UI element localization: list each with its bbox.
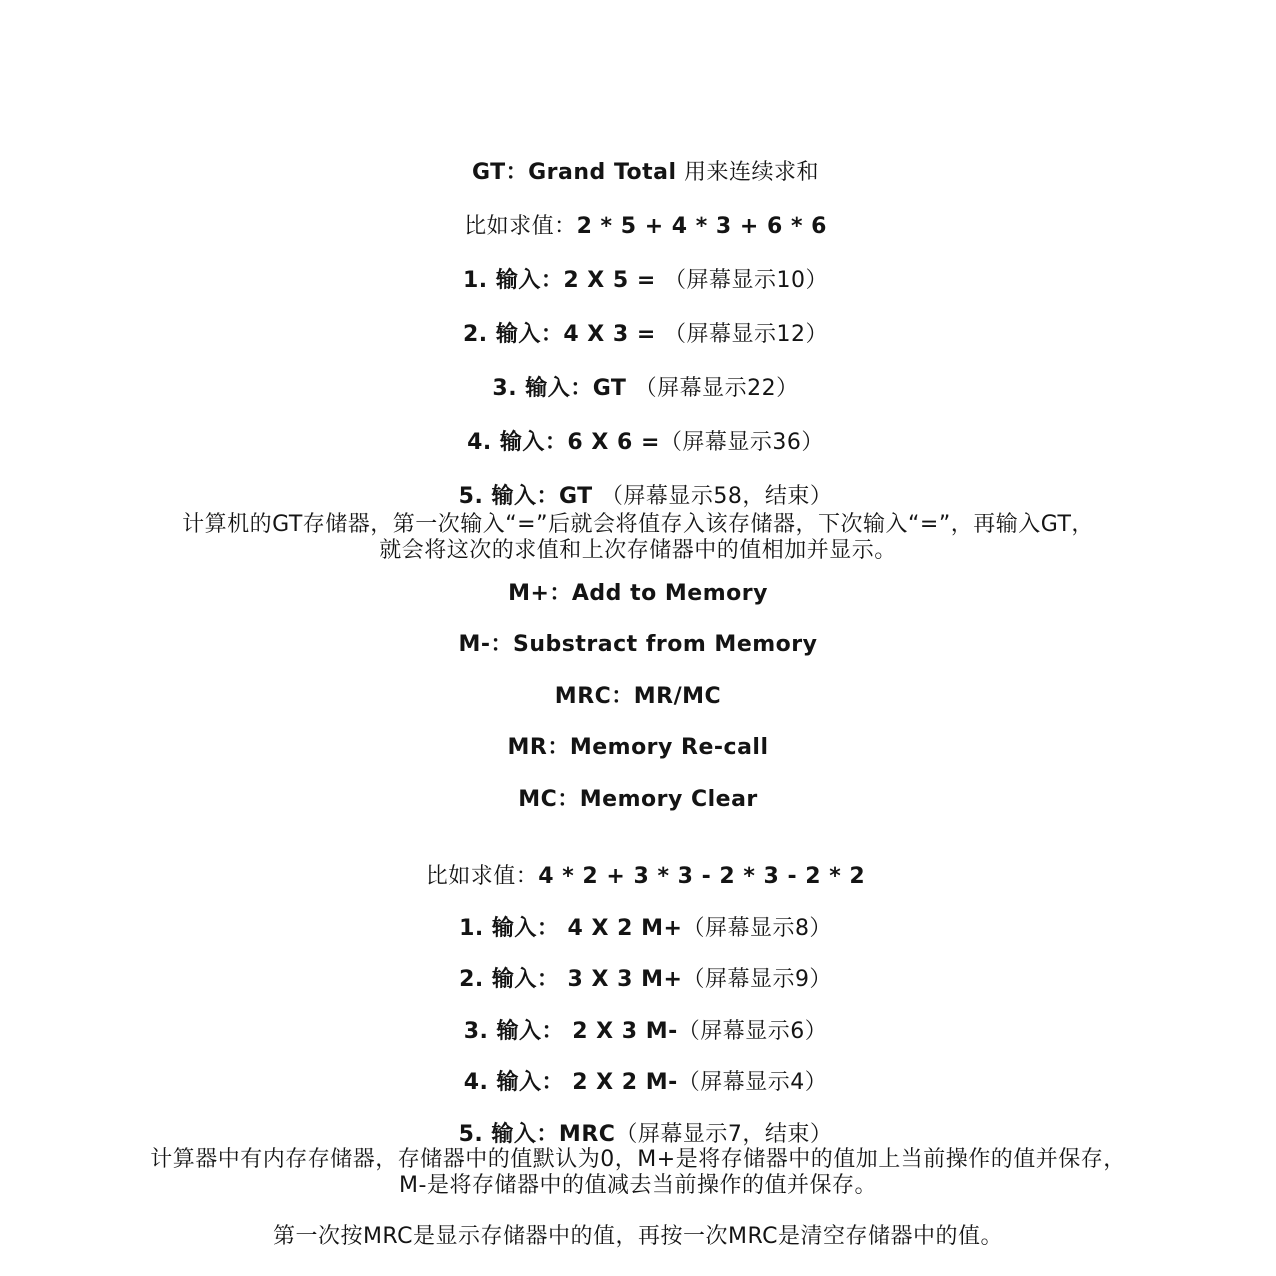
gt-step-5 xyxy=(0,458,1276,510)
gt-step-4 xyxy=(0,404,1276,456)
mem-step-3 xyxy=(0,993,1276,1045)
step-prefix: 5. 输入： xyxy=(458,1122,559,1147)
mem-example-expr: 4 * 2 + 3 * 3 - 2 * 3 - 2 * 2 xyxy=(538,864,866,889)
step-prefix: 3. 输入： xyxy=(492,376,593,401)
gt-step-3 xyxy=(0,350,1276,402)
gt-step-1 xyxy=(0,242,1276,294)
step-input: 3 X 3 M+ xyxy=(559,967,683,992)
mem-step-4 xyxy=(0,1044,1276,1096)
step-prefix: 3. 输入： xyxy=(463,1019,565,1044)
step-result: （屏幕显示10） xyxy=(663,268,828,293)
step-result: （屏幕显示58，结束） xyxy=(600,484,833,509)
step-input: GT xyxy=(558,484,601,509)
step-result: （屏幕显示6） xyxy=(677,1019,828,1044)
mem-step-1 xyxy=(0,890,1276,942)
mem-note-line-3: 第一次按MRC是显示存储器中的值，再按一次MRC是清空存储器中的值。 xyxy=(272,1224,1004,1249)
mem-step-2 xyxy=(0,941,1276,993)
def-mc: MC：Memory Clear xyxy=(518,787,758,812)
gt-note-line-1: 计算机的GT存储器，第一次输入“=”后就会将值存入该存储器，下次输入“=”，再输入GT， xyxy=(182,512,1094,537)
step-prefix: 1. 输入： xyxy=(463,268,564,293)
step-input: 4 X 3 = xyxy=(563,322,664,347)
step-result: （屏幕显示8） xyxy=(682,916,832,941)
gt-example-label: 比如求值： xyxy=(464,214,577,239)
mem-note-line-1: 计算器中有内存存储器，存储器中的值默认为0，M+是将存储器中的值加上当前操作的值并保存， xyxy=(150,1147,1126,1172)
mem-note-line-2: M-是将存储器中的值减去当前操作的值并保存。 xyxy=(399,1173,877,1198)
gt-note-line-2: 就会将这次的求值和上次存储器中的值相加并显示。 xyxy=(379,538,897,563)
gt-example xyxy=(0,188,1276,240)
step-result: （屏幕显示4） xyxy=(677,1070,828,1095)
step-prefix: 1. 输入： xyxy=(459,916,560,941)
step-result: （屏幕显示36） xyxy=(659,430,824,455)
mem-example-label: 比如求值： xyxy=(425,864,539,889)
def-m-minus: M-：Substract from Memory xyxy=(458,632,818,657)
step-input: MRC xyxy=(558,1122,616,1147)
step-prefix: 5. 输入： xyxy=(458,484,559,509)
mem-step-5 xyxy=(0,1096,1276,1148)
def-mrc: MRC：MR/MC xyxy=(554,684,722,709)
step-result: （屏幕显示12） xyxy=(663,322,828,347)
step-prefix: 4. 输入： xyxy=(463,1070,565,1095)
step-input: 4 X 2 M+ xyxy=(559,916,683,941)
gt-title xyxy=(0,134,1276,186)
step-result: （屏幕显示9） xyxy=(682,967,832,992)
gt-step-2 xyxy=(0,296,1276,348)
def-m-plus: M+：Add to Memory xyxy=(508,581,768,606)
step-prefix: 2. 输入： xyxy=(459,967,560,992)
step-input: 2 X 2 M- xyxy=(564,1070,678,1095)
step-prefix: 2. 输入： xyxy=(463,322,564,347)
step-result: （屏幕显示7，结束） xyxy=(615,1122,833,1147)
mem-example xyxy=(0,838,1276,890)
step-input: GT xyxy=(592,376,635,401)
def-mr: MR：Memory Re-call xyxy=(507,735,769,760)
step-prefix: 4. 输入： xyxy=(467,430,568,455)
gt-name: Grand Total xyxy=(528,160,677,185)
step-input: 2 X 3 M- xyxy=(564,1019,678,1044)
gt-key: GT： xyxy=(471,160,529,185)
step-result: （屏幕显示22） xyxy=(634,376,799,401)
gt-desc: 用来连续求和 xyxy=(676,160,820,185)
step-input: 6 X 6 = xyxy=(567,430,660,455)
step-input: 2 X 5 = xyxy=(563,268,664,293)
gt-example-expr: 2 * 5 + 4 * 3 + 6 * 6 xyxy=(576,214,827,239)
